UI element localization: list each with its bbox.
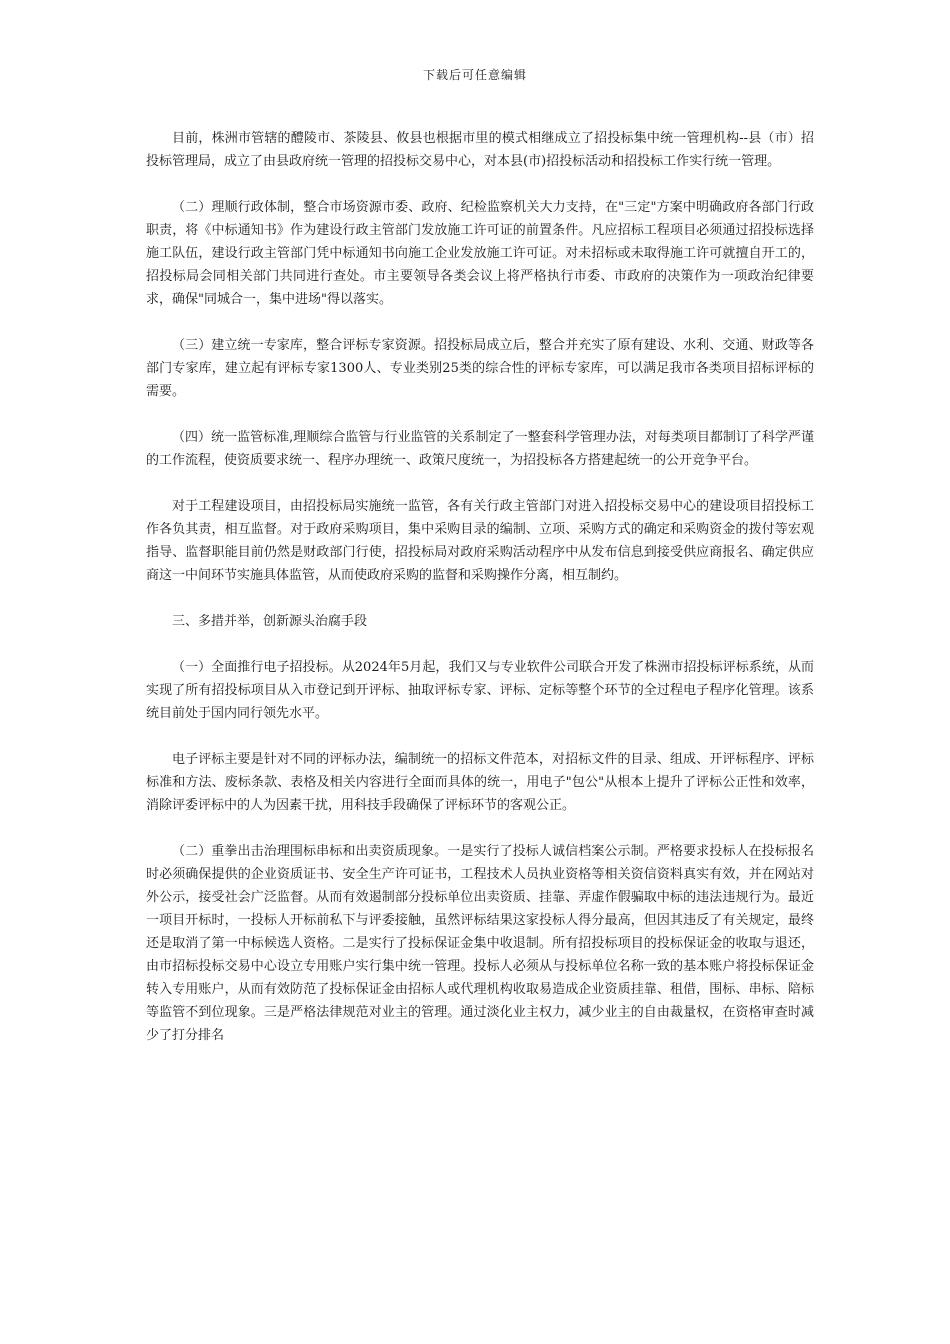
paragraph-bid-rigging-control: （二）重拳出击治理围标串标和出卖资质现象。一是实行了投标人诚信档案公示制。严格要求投标人在投标报名时必须确保提供的企业资质证书、安全生产许可证书，工程技术人员执业资格等相关资信资料真实有效，并在网站对外公示，接受社会广泛监督。从而有效遏制部分投标单位出卖资质、挂靠、弄虚作假骗取中标的违法违规行为。最近一项目开标时，一投标人开标前私下与评委接触，虽然评标结果这家投标人得分最高，但因其违反了有关规定，最终还是取消了第一中标候选人资格。二是实行了投标保证金集中收退制。所有招投标项目的投标保证金的收取与退还，由市招标投标交易中心设立专用账户实行集中统一管理。投标人必须从与投标单位名称一致的基本账户将投标保证金转入专用账户，从而有效防范了投标保证金由招标人或代理机构收取易造成企业资质挂靠、租借，围标、串标、陪标等监管不到位现象。三是严格法律规范对业主的管理。通过淡化业主权力，减少业主的自由裁量权，在资格审查时减少了打分排名	[146, 844, 814, 1043]
paragraph-expert-database: （三）建立统一专家库，整合评标专家资源。招投标局成立后，整合并充实了原有建设、水利、交通、财政等各部门专家库，建立起有评标专家1300人、专业类别25类的综合性的评标专家库，可以满足我市各类项目招标评标的需要。	[146, 338, 814, 399]
page-header: 下载后可任意编辑	[422, 68, 527, 82]
paragraph-county-management: 目前，株洲市管辖的醴陵市、茶陵县、攸县也根据市里的模式相继成立了招投标集中统一管理机构--县（市）招投标管理局，成立了由县政府统一管理的招投标交易中心，对本县(市)招投标活动和招投标工作实行统一管理。	[146, 131, 814, 169]
section-heading-anticorruption: 三、多措并举，创新源头治腐手段	[172, 614, 368, 629]
document-body	[146, 127, 814, 1070]
paragraph-supervision-standard: （四）统一监管标准,理顺综合监管与行业监管的关系制定了一整套科学管理办法，对每类项目都制订了科学严谨的工作流程，使资质要求统一、程序办理统一、政策尺度统一，为招投标各方搭建起统一的公开竞争平台。	[146, 430, 814, 468]
paragraph-administrative-system: （二）理顺行政体制，整合市场资源市委、政府、纪检监察机关大力支持，在"三定"方案中明确政府各部门行政职责，将《中标通知书》作为建设行政主管部门发放施工许可证的前置条件。凡应招标工程项目必须通过招投标选择施工队伍，建设行政主管部门凭中标通知书向施工企业发放施工许可证。对未招标或未取得施工许可就擅自开工的，招投标局会同相关部门共同进行查处。市主要领导各类会议上将严格执行市委、市政府的决策作为一项政治纪律要求，确保"同城合一，集中进场"得以落实。	[146, 200, 814, 307]
paragraph-electronic-bidding: （一）全面推行电子招投标。从2024年5月起，我们又与专业软件公司联合开发了株洲市招投标评标系统，从而实现了所有招投标项目从入市登记到开评标、抽取评标专家、评标、定标等整个环节的全过程电子程序化管理。该系统目前处于国内同行领先水平。	[146, 660, 814, 721]
paragraph-engineering-projects: 对于工程建设项目，由招投标局实施统一监管，各有关行政主管部门对进入招投标交易中心的建设项目招投标工作各负其责，相互监督。对于政府采购项目，集中采购目录的编制、立项、采购方式的确定和采购资金的拨付等宏观指导、监督职能目前仍然是财政部门行使，招投标局对政府采购活动程序中从发布信息到接受供应商报名、确定供应商这一中间环节实施具体监管，从而使政府采购的监督和采购操作分离，相互制约。	[146, 499, 814, 583]
paragraph-electronic-evaluation: 电子评标主要是针对不同的评标办法，编制统一的招标文件范本，对招标文件的目录、组成、开评标程序、评标标准和方法、废标条款、表格及相关内容进行全面而具体的统一，用电子"包公"从根本上提升了评标公正性和效率，消除评委评标中的人为因素干扰，用科技手段确保了评标环节的客观公正。	[146, 752, 814, 813]
